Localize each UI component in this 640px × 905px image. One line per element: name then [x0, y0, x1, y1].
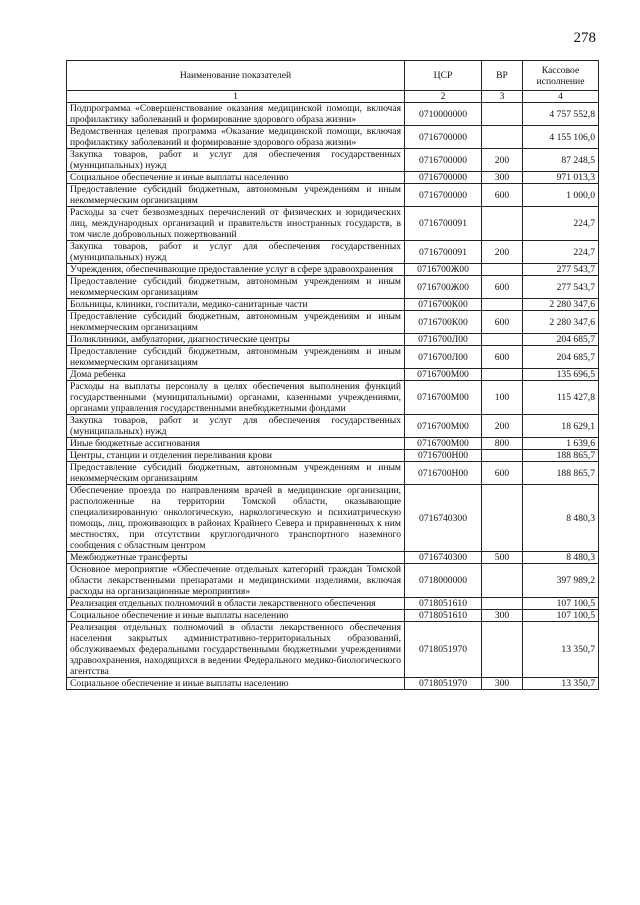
table-row	[67, 610, 599, 622]
row-amount-cell: 1 000,0	[523, 184, 599, 207]
table-row	[67, 678, 599, 690]
row-vr-cell: 500	[482, 552, 523, 564]
row-code-cell: 0718051610	[405, 610, 482, 622]
table-row	[67, 276, 599, 299]
row-vr-cell	[482, 369, 523, 381]
row-name-cell: Обеспечение проезда по направлениям врачей в медицинские организации, расположенные на территории Томской области, оказывающие специализированную онкологическую, наркологическую и психиатрическую помощь, лиц, проживающих в районах Крайнего Севера и приравненных к ним местностях, при отсутствии круглогодичного транспортного наземного сообщения с областным центром	[67, 485, 405, 552]
row-amount-cell: 397 989,2	[523, 564, 599, 598]
row-name-cell: Предоставление субсидий бюджетным, автономным учреждениям и иным некоммерческим организациям	[67, 462, 405, 485]
row-code-cell: 0718000000	[405, 564, 482, 598]
row-amount-cell: 188 865,7	[523, 450, 599, 462]
table-row	[67, 381, 599, 415]
row-name-cell: Социальное обеспечение и иные выплаты населению	[67, 610, 405, 622]
row-code-cell: 0716740300	[405, 552, 482, 564]
row-vr-cell	[482, 334, 523, 346]
row-name-cell: Социальное обеспечение и иные выплаты населению	[67, 678, 405, 690]
row-vr-cell: 100	[482, 381, 523, 415]
row-code-cell: 0718051970	[405, 622, 482, 678]
table-row	[67, 552, 599, 564]
row-name-cell: Основное мероприятие «Обеспечение отдельных категорий граждан Томской области лекарственными препаратами и медицинскими изделиями, включая расходы на организационные мероприятия»	[67, 564, 405, 598]
row-name-cell: Межбюджетные трансферты	[67, 552, 405, 564]
row-vr-cell: 600	[482, 311, 523, 334]
header-cash-execution: Кассовое исполнение	[523, 61, 599, 91]
table-row	[67, 415, 599, 438]
table-row	[67, 334, 599, 346]
row-amount-cell: 277 543,7	[523, 276, 599, 299]
table-row	[67, 311, 599, 334]
row-vr-cell	[482, 103, 523, 126]
row-amount-cell: 87 248,5	[523, 149, 599, 172]
table-row	[67, 184, 599, 207]
table-header-row	[67, 61, 599, 91]
row-vr-cell: 600	[482, 346, 523, 369]
column-index-row	[67, 91, 599, 103]
row-code-cell: 0716700Л00	[405, 346, 482, 369]
table-row	[67, 622, 599, 678]
row-vr-cell: 600	[482, 184, 523, 207]
page-number: 278	[573, 30, 596, 46]
table-row	[67, 438, 599, 450]
row-amount-cell: 135 696,5	[523, 369, 599, 381]
row-vr-cell: 800	[482, 438, 523, 450]
row-amount-cell: 204 685,7	[523, 334, 599, 346]
row-name-cell: Учреждения, обеспечивающие предоставление услуг в сфере здравоохранения	[67, 264, 405, 276]
row-vr-cell: 200	[482, 241, 523, 264]
row-code-cell: 0716700000	[405, 149, 482, 172]
table-row	[67, 462, 599, 485]
row-amount-cell: 224,7	[523, 207, 599, 241]
row-code-cell: 0716700М00	[405, 438, 482, 450]
row-code-cell: 0716700К00	[405, 299, 482, 311]
row-name-cell: Предоставление субсидий бюджетным, автономным учреждениям и иным некоммерческим организациям	[67, 276, 405, 299]
row-name-cell: Иные бюджетные ассигнования	[67, 438, 405, 450]
row-code-cell: 0716700091	[405, 207, 482, 241]
row-code-cell: 0716700Ж00	[405, 264, 482, 276]
row-code-cell: 0716700000	[405, 126, 482, 149]
table-row	[67, 299, 599, 311]
row-vr-cell	[482, 622, 523, 678]
row-vr-cell: 300	[482, 678, 523, 690]
row-amount-cell: 1 639,6	[523, 438, 599, 450]
row-code-cell: 0718051970	[405, 678, 482, 690]
row-amount-cell: 8 480,3	[523, 552, 599, 564]
row-amount-cell: 224,7	[523, 241, 599, 264]
table-row	[67, 485, 599, 552]
row-vr-cell	[482, 264, 523, 276]
row-vr-cell: 200	[482, 415, 523, 438]
row-name-cell: Дома ребенка	[67, 369, 405, 381]
row-amount-cell: 2 280 347,6	[523, 299, 599, 311]
row-amount-cell: 13 350,7	[523, 678, 599, 690]
table-row	[67, 369, 599, 381]
row-code-cell: 0716700К00	[405, 311, 482, 334]
row-amount-cell: 188 865,7	[523, 462, 599, 485]
row-amount-cell: 4 155 106,0	[523, 126, 599, 149]
row-amount-cell: 4 757 552,8	[523, 103, 599, 126]
row-name-cell: Больницы, клиники, госпитали, медико-санитарные части	[67, 299, 405, 311]
row-code-cell: 0716700М00	[405, 381, 482, 415]
row-amount-cell: 107 100,5	[523, 610, 599, 622]
row-code-cell: 0710000000	[405, 103, 482, 126]
table-row	[67, 241, 599, 264]
row-vr-cell	[482, 564, 523, 598]
row-name-cell: Ведомственная целевая программа «Оказание медицинской помощи, включая профилактику заболеваний и формирование здорового образа жизни»	[67, 126, 405, 149]
row-name-cell: Расходы за счет безвозмездных перечислений от физических и юридических лиц, международных организаций и правительств иностранных государств, в том числе добровольных пожертвований	[67, 207, 405, 241]
row-name-cell: Расходы на выплаты персоналу в целях обеспечения выполнения функций государственными (муниципальными) органами, казенными учреждениями, органами управления государственными внебюджетными фондами	[67, 381, 405, 415]
table-row	[67, 103, 599, 126]
header-csr: ЦСР	[405, 61, 482, 91]
row-vr-cell	[482, 485, 523, 552]
row-vr-cell: 200	[482, 149, 523, 172]
row-amount-cell: 277 543,7	[523, 264, 599, 276]
row-vr-cell: 600	[482, 462, 523, 485]
row-amount-cell: 8 480,3	[523, 485, 599, 552]
row-name-cell: Поликлиники, амбулатории, диагностические центры	[67, 334, 405, 346]
row-code-cell: 0716700Н00	[405, 462, 482, 485]
table-row	[67, 346, 599, 369]
row-vr-cell: 300	[482, 610, 523, 622]
row-vr-cell	[482, 207, 523, 241]
row-amount-cell: 115 427,8	[523, 381, 599, 415]
row-amount-cell: 13 350,7	[523, 622, 599, 678]
row-code-cell: 0716700Н00	[405, 450, 482, 462]
index-cell: 4	[523, 91, 599, 103]
row-name-cell: Закупка товаров, работ и услуг для обеспечения государственных (муниципальных) нужд	[67, 241, 405, 264]
row-vr-cell	[482, 450, 523, 462]
row-vr-cell: 600	[482, 276, 523, 299]
row-name-cell: Реализация отдельных полномочий в области лекарственного обеспечения	[67, 598, 405, 610]
row-amount-cell: 2 280 347,6	[523, 311, 599, 334]
row-code-cell: 0716700Ж00	[405, 276, 482, 299]
row-name-cell: Реализация отдельных полномочий в области лекарственного обеспечения населения закрытых административно-территориальных образований, обслуживаемых федеральными государственными бюджетными учреждениями здравоохранения, находящихся в ведении Федерального медико-биологического агентства	[67, 622, 405, 678]
row-name-cell: Центры, станции и отделения переливания крови	[67, 450, 405, 462]
index-cell: 3	[482, 91, 523, 103]
row-vr-cell	[482, 598, 523, 610]
row-name-cell: Закупка товаров, работ и услуг для обеспечения государственных (муниципальных) нужд	[67, 415, 405, 438]
table-row	[67, 564, 599, 598]
row-name-cell: Подпрограмма «Совершенствование оказания медицинской помощи, включая профилактику заболеваний и формирование здорового образа жизни»	[67, 103, 405, 126]
row-amount-cell: 18 629,1	[523, 415, 599, 438]
row-code-cell: 0716700М00	[405, 415, 482, 438]
row-code-cell: 0716700М00	[405, 369, 482, 381]
row-vr-cell	[482, 126, 523, 149]
index-cell: 1	[67, 91, 405, 103]
row-vr-cell	[482, 299, 523, 311]
table-row	[67, 450, 599, 462]
index-cell: 2	[405, 91, 482, 103]
row-name-cell: Социальное обеспечение и иные выплаты населению	[67, 172, 405, 184]
header-name: Наименование показателей	[67, 61, 405, 91]
row-code-cell: 0716700Л00	[405, 334, 482, 346]
budget-execution-table	[66, 60, 599, 690]
table-row	[67, 207, 599, 241]
table-row	[67, 598, 599, 610]
header-vr: ВР	[482, 61, 523, 91]
row-name-cell: Предоставление субсидий бюджетным, автономным учреждениям и иным некоммерческим организациям	[67, 346, 405, 369]
row-amount-cell: 107 100,5	[523, 598, 599, 610]
row-name-cell: Предоставление субсидий бюджетным, автономным учреждениям и иным некоммерческим организациям	[67, 184, 405, 207]
table-row	[67, 264, 599, 276]
row-name-cell: Закупка товаров, работ и услуг для обеспечения государственных (муниципальных) нужд	[67, 149, 405, 172]
row-code-cell: 0716700000	[405, 184, 482, 207]
row-code-cell: 0718051610	[405, 598, 482, 610]
row-amount-cell: 971 013,3	[523, 172, 599, 184]
table-row	[67, 172, 599, 184]
row-code-cell: 0716700091	[405, 241, 482, 264]
row-code-cell: 0716740300	[405, 485, 482, 552]
row-amount-cell: 204 685,7	[523, 346, 599, 369]
table-row	[67, 149, 599, 172]
row-vr-cell: 300	[482, 172, 523, 184]
row-name-cell: Предоставление субсидий бюджетным, автономным учреждениям и иным некоммерческим организациям	[67, 311, 405, 334]
table-row	[67, 126, 599, 149]
row-code-cell: 0716700000	[405, 172, 482, 184]
